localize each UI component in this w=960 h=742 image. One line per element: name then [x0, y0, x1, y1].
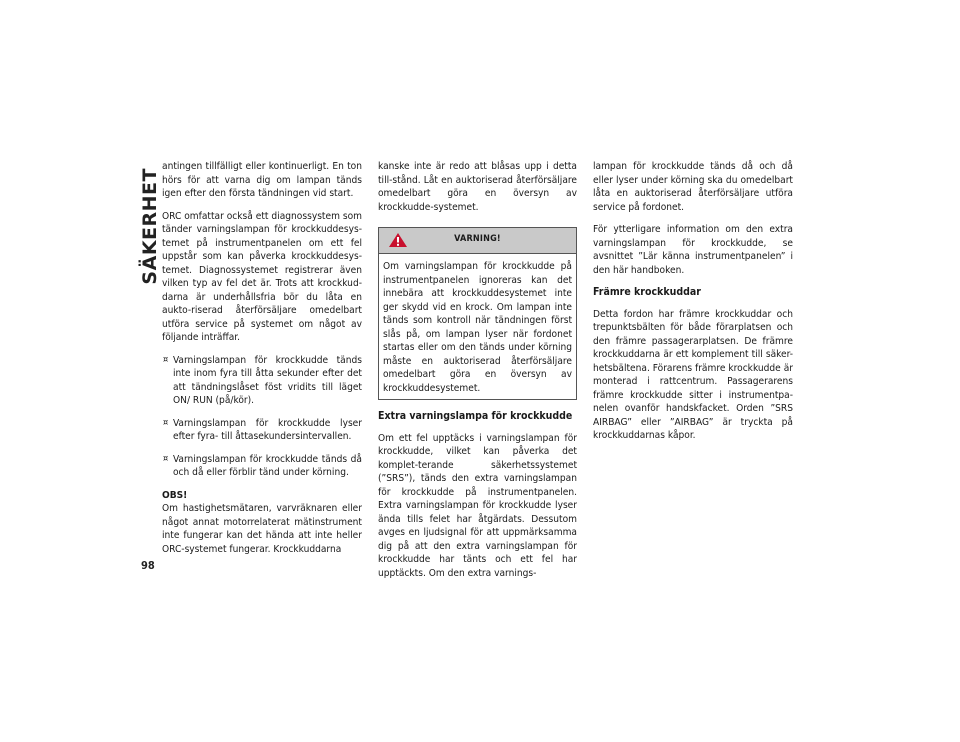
bullet-square-icon: ¤	[163, 453, 169, 464]
paragraph: Detta fordon har främre krockkuddar och trepunktsbälten för både förarplatsen och den främre passagerarplatsen. De främre krockkuddarna är ett komplement till säker-hetsbältena. Förarens främre krockkudde är monterad i rattcentrum. Passagerarens främre krockkudde sitter i instrumentpa-nelen ovanför handskfacket. Orden ”SRS AIRBAG” eller ”AIRBAG” är tryckta på krockkuddarnas kåpor.	[593, 308, 793, 441]
bullet-square-icon: ¤	[163, 417, 169, 428]
section-tab: SÄKERHET	[139, 168, 161, 285]
paragraph: Om ett fel upptäcks i varningslampan för krockkudde, vilket kan påverka det komplet-terande säkerhetssystemet (”SRS”), tänds den extra varningslampan för krockkudde på instrumentpanelen. Extra varningslampan för krockkudde lyser ända tills felet har åtgärdats. Dessutom avges en ljudsignal för att uppmärksamma dig på att den extra varningslampan för krockkudde har tänts och ett fel har upptäckts. Om den extra varnings-	[378, 432, 577, 579]
paragraph: antingen tillfälligt eller kontinuerligt. En ton hörs för att varna dig om lampan tänds igen efter den första tändningen vid start.	[162, 161, 362, 199]
warning-body	[379, 254, 576, 399]
paragraph: För ytterligare information om den extra varningslampan för krockkudde, se avsnittet ”Lär känna instrumentpanelen” i den här handboken.	[593, 224, 793, 276]
warning-box	[378, 227, 577, 400]
bullet-text: Varningslampan för krockkudde tänds då och då eller förblir tänd under körning.	[173, 453, 362, 478]
bullet-item	[162, 417, 362, 444]
column-2	[378, 160, 577, 589]
column-3	[593, 160, 793, 452]
bullet-item	[162, 453, 362, 480]
note-text: Om hastighetsmätaren, varvräknaren eller något annat motorrelaterat mätinstrument inte fungerar kan det hända att inte heller ORC-systemet fungerar. Krockkuddarna	[162, 503, 362, 555]
bullet-item	[162, 354, 362, 408]
page-number: 98	[141, 559, 155, 572]
warning-text: Om varningslampan för krockkudde på instrumentpanelen ignoreras kan det innebära att krockkuddesystemet inte ger skydd vid en krock. Om lampan inte tänds som kontroll när tändningen först slås på, om lampan lyser när fordonet startas eller om den tänds under körning måste en auktoriserad återförsäljare omedelbart göra en översyn av krockkuddesystemet.	[383, 261, 572, 394]
warning-title: VARNING!	[454, 234, 501, 244]
paragraph: lampan för krockkudde tänds då och då eller lyser under körning ska du omedelbart låta en auktoriserad återförsäljare utföra service på fordonet.	[593, 161, 793, 213]
bullet-text: Varningslampan för krockkudde tänds inte inom fyra till åtta sekunder efter det att tändningslåset föst vridits till läget ON/ RUN (på/kör).	[173, 354, 362, 406]
note-heading: OBS!	[162, 489, 188, 501]
paragraph: ORC omfattar också ett diagnossystem som tänder varningslampan för krockkuddesys-temet på instrumentpanelen om ett fel uppstår som kan påverka krockkuddesys-temet. Diagnossystemet registrerar även vilken typ av fel det är. Trots att krockkud-darna är underhållsfria bör du låta en aukto-riserad återförsäljare omedelbart utföra service på systemet om något av följande inträffar.	[162, 210, 362, 343]
bullet-text: Varningslampan för krockkudde lyser efter fyra- till åttasekundersintervallen.	[173, 417, 362, 442]
column-1	[162, 160, 362, 565]
section-heading: Extra varningslampa för krockkudde	[378, 410, 573, 422]
section-heading: Främre krockkuddar	[593, 286, 701, 298]
paragraph: kanske inte är redo att blåsas upp i detta till-stånd. Låt en auktoriserad återförsäljare omedelbart göra en översyn av krockkudde-systemet.	[378, 161, 577, 213]
warning-header	[379, 228, 576, 254]
bullet-square-icon: ¤	[163, 354, 169, 365]
